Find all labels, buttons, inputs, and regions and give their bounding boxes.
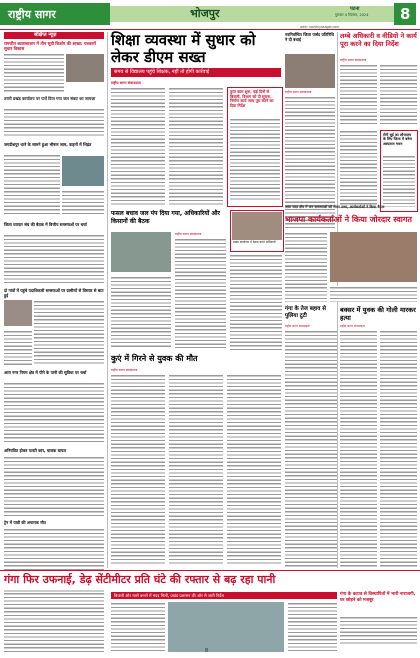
top-right-text-1 bbox=[340, 64, 377, 126]
website: web: rashtriyasagar.com bbox=[300, 25, 340, 29]
flood-banner-rule-top bbox=[0, 570, 420, 571]
masthead-brand-bar bbox=[0, 3, 110, 25]
flood-banner-headline: गंगा फिर उफनाई, डेढ़ सेंटीमीटर प्रति घंटे की रफ्तार से बढ़ रहा पानी bbox=[4, 573, 276, 586]
top-right-story bbox=[340, 32, 417, 202]
flood-side-headline: गंगा के कटाव से विस्थापितों में भारी नाराजगी, घर छोड़ने को मजबूर bbox=[340, 592, 416, 603]
banner-story-subheadline: भाजपा कार्यकर्ताओं ने किया जोरदार स्वागत bbox=[285, 215, 412, 224]
top-mid-photo bbox=[285, 54, 335, 88]
left-photo-1 bbox=[66, 54, 104, 82]
top-mid-byline: राष्ट्रीय सागर संवाददाता bbox=[285, 90, 312, 94]
sidebar-text bbox=[230, 118, 280, 202]
main-story-headline: शिक्षा व्यवस्था में सुधार को लेकर डीएम सख्त bbox=[111, 31, 256, 66]
left-text-7 bbox=[4, 456, 104, 516]
page-number: 8 bbox=[400, 5, 411, 23]
farmer-story-byline: राष्ट्रीय सागर संवाददाता bbox=[175, 232, 202, 236]
left-text-3 bbox=[4, 154, 60, 214]
death-story-headline: कुएं में गिरने से युवक की मौत bbox=[111, 354, 198, 363]
death-story-byline: राष्ट्रीय सागर संवाददाता bbox=[111, 368, 138, 372]
bridge-story-text bbox=[285, 330, 337, 568]
right-box bbox=[380, 130, 418, 212]
bridge-story bbox=[285, 306, 337, 568]
death-story-text-1 bbox=[111, 374, 165, 564]
top-right-headline: लम्बे अधिकारी व वीडियो ने कार्य पूरा करने का दिया निर्देश bbox=[340, 32, 417, 48]
bijli-story-text-2 bbox=[380, 330, 417, 568]
main-story-text-col1 bbox=[111, 87, 165, 205]
sidebar-headline: तुरंत काम शुरू, कई दिनों से बिजली, विभाग को दी सूचना, निर्माण कार्य जल्द पूरा करने का दिया निर्देश bbox=[230, 89, 274, 108]
left-headline-7: अनियंत्रित होकर पलटी कार, चालक घायल bbox=[4, 448, 67, 453]
bijli-story bbox=[340, 306, 417, 568]
farmer-story-photo bbox=[111, 232, 171, 272]
farmer-story-text-1 bbox=[175, 238, 226, 348]
left-text-4 bbox=[4, 234, 104, 284]
farmer-story bbox=[111, 210, 226, 350]
left-headline-1: रामजीत कालाबाज़ार में तीन सूत्री किशोर की शाखा: पत्रकारों सुधार विकास bbox=[4, 41, 96, 51]
caption-side-text bbox=[230, 254, 282, 350]
death-story bbox=[111, 354, 281, 564]
left-text-5b bbox=[4, 330, 32, 366]
top-right-byline: राष्ट्रीय सागर संवाददाता bbox=[340, 58, 367, 62]
left-headline-2: तरारी प्रखंड कार्यालय पर पतों दिया गया जल संकट का जायज़ा bbox=[4, 96, 96, 101]
left-headline-6: आरा नगर निगम क्षेत्र में पीने के पानी की सुविधा पर चर्चा bbox=[4, 370, 87, 375]
flood-banner bbox=[0, 570, 420, 590]
death-story-text-3 bbox=[227, 374, 281, 564]
news-tag bbox=[4, 32, 104, 39]
top-right-text-2 bbox=[380, 64, 417, 126]
flood-text-1 bbox=[111, 602, 165, 652]
top-right-text-3 bbox=[340, 130, 377, 210]
masthead bbox=[0, 0, 420, 30]
banner-story-text-1 bbox=[285, 232, 327, 302]
left-text-1 bbox=[4, 53, 64, 93]
page-number-box bbox=[394, 3, 416, 25]
flood-text-2 bbox=[288, 602, 337, 652]
footer-page-marker: 8 bbox=[205, 648, 209, 654]
column-rule-left bbox=[107, 32, 108, 568]
photo-caption-box bbox=[230, 210, 284, 252]
banner-story-photo bbox=[330, 232, 417, 282]
brand-name: राष्ट्रीय सागर bbox=[8, 8, 56, 21]
bijli-story-text-1 bbox=[340, 330, 377, 568]
date-line: गुरुवार 4 सितंबर, 2024 bbox=[335, 13, 369, 17]
right-box-text bbox=[383, 155, 415, 207]
top-mid-headline: नवनिर्वाचित जिला पार्षद प्रतिनिधि ने दी बधाई bbox=[285, 32, 334, 42]
left-text-5 bbox=[34, 300, 104, 366]
left-headline-3: जगदीशपुर थाने के सामने हुआ भीषण जाम, वाहनों में भिड़ंत bbox=[4, 142, 92, 147]
left-headline-8: ट्रेन में यात्री की अचानक मौत bbox=[4, 520, 46, 525]
left-text-2 bbox=[4, 108, 104, 138]
left-photo-2 bbox=[62, 156, 104, 186]
section-name: भोजपुर bbox=[190, 7, 220, 20]
main-story-text-col2 bbox=[169, 87, 223, 205]
bridge-story-byline: राष्ट्रीय सागर संवाददाता bbox=[285, 324, 310, 328]
banner-story bbox=[285, 205, 417, 229]
left-text-6 bbox=[4, 382, 104, 444]
flood-photo bbox=[168, 602, 284, 652]
photo-caption: प्रखंड कार्यालय में बैठक करते अधिकारी bbox=[233, 240, 276, 244]
top-mid-story bbox=[285, 32, 335, 232]
banner-story-headline: आरा सदर क्षेत्र में जन समस्याओं को लेकर सभा, कार्यकर्ताओं ने किया बैठक bbox=[285, 205, 385, 209]
flood-side-text bbox=[340, 616, 417, 646]
main-story-kicker-bar bbox=[111, 68, 281, 77]
flood-kicker-bar bbox=[111, 592, 337, 599]
bijli-story-headline: बक्सर में युवक की गोली मारकर हत्या bbox=[340, 306, 416, 322]
left-headline-5: दो गांवों में पहुंचे पदाधिकारी समस्याओं पर ग्रामीणों से विस्तार से बात हुई bbox=[4, 288, 104, 298]
flood-kicker: बिजली और रास्ते बनाने में मदद मिली, प्रखंड प्रशासन की ओर से जारी निर्देश bbox=[114, 593, 224, 598]
city-name: पटना bbox=[350, 6, 360, 12]
left-headline-4: जिला व्यापार संघ की बैठक में वित्तीय समस्याओं पर चर्चा bbox=[4, 222, 87, 227]
news-tag-label: संक्षिप्त न्यूज़ bbox=[34, 32, 57, 38]
farmer-story-headline: फसल बचाव जल पंप दिया गया, अधिकारियों और किसानों की बैठक bbox=[111, 210, 220, 225]
left-text-3b bbox=[62, 190, 104, 216]
bridge-story-headline: गंगा के तेज बहाव से पुलिया टूटी bbox=[285, 306, 326, 319]
farmer-story-text-2 bbox=[111, 276, 171, 348]
masthead-rule bbox=[0, 29, 420, 30]
right-box-headline: रोगी सुई का शौचालय के लिए जिला में बनेगा अस्पताल भवन bbox=[383, 133, 413, 146]
caption-photo bbox=[232, 212, 282, 240]
sidebar-box bbox=[227, 87, 283, 207]
banner-story-text-2 bbox=[330, 286, 417, 302]
flood-left-text bbox=[4, 592, 104, 652]
bijli-story-byline: राष्ट्रीय सागर संवाददाता bbox=[340, 324, 365, 328]
main-story-kicker: समय से विद्यालय पहुंचे शिक्षक, नहीं तो होगी कार्रवाई bbox=[114, 69, 210, 75]
flood-side bbox=[340, 592, 417, 654]
main-story-byline: राष्ट्रीय सागर संवाददाता bbox=[111, 81, 141, 85]
left-column bbox=[4, 32, 104, 632]
left-photo-3 bbox=[4, 300, 32, 326]
death-story-text-2 bbox=[169, 374, 223, 564]
